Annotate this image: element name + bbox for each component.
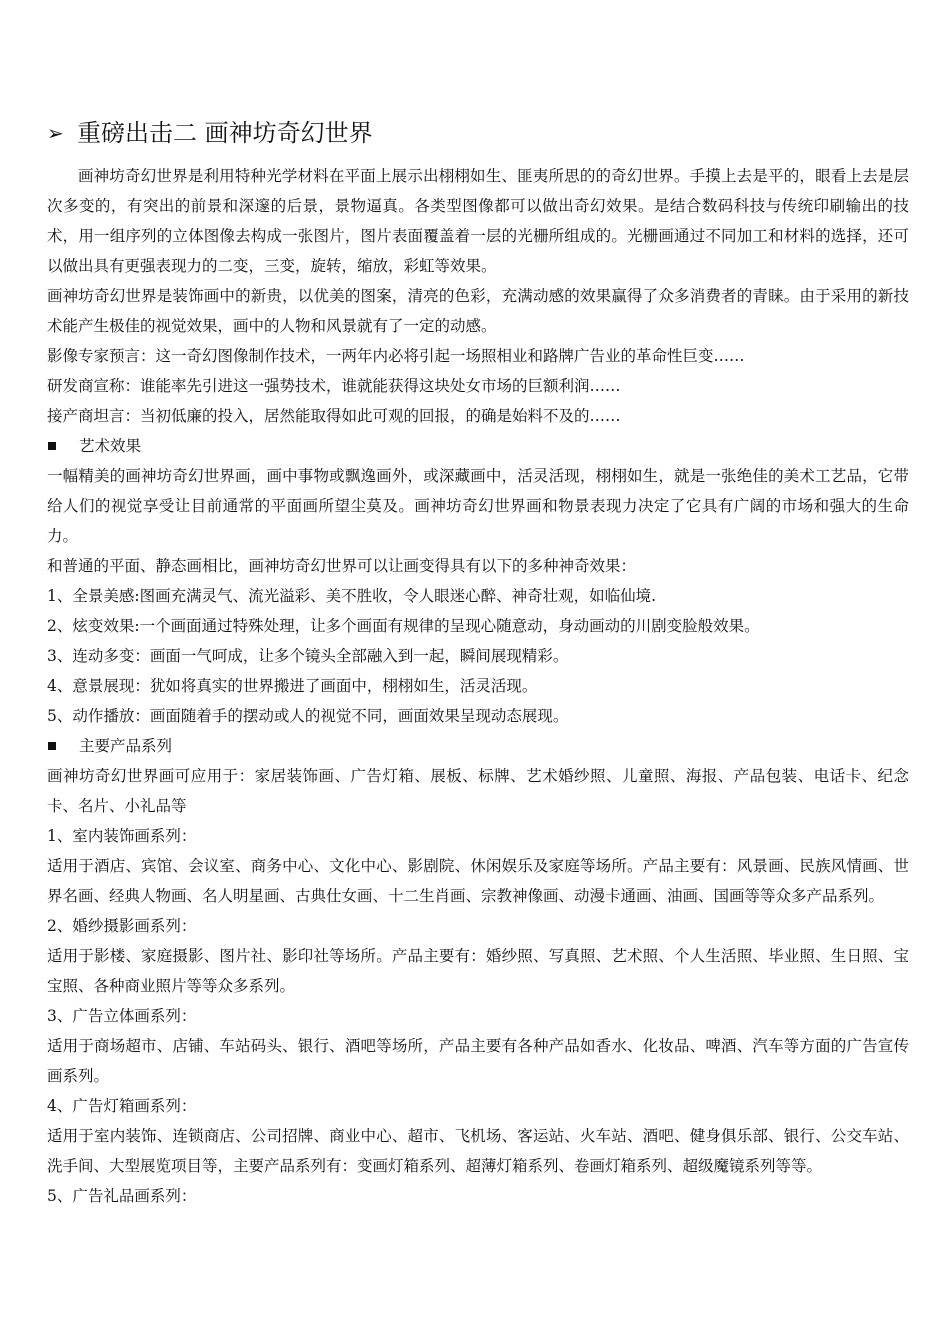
series-description: 适用于影楼、家庭摄影、图片社、影印社等场所。产品主要有：婚纱照、写真照、艺术照、个人生活照、毕业照、生日照、宝宝照、各种商业照片等等众多系列。 bbox=[47, 947, 909, 995]
square-bullet-icon bbox=[48, 742, 56, 750]
section-heading bbox=[47, 113, 909, 153]
effect-item: 4、意景展现：犹如将真实的世界搬进了画面中，栩栩如生，活灵活现。 bbox=[47, 677, 538, 695]
document-page bbox=[47, 113, 909, 1211]
effect-item: 5、动作播放：画面随着手的摆动或人的视觉不同，画面效果呈现动态展现。 bbox=[47, 707, 569, 725]
products-application: 画神坊奇幻世界画可应用于：家居装饰画、广告灯箱、展板、标牌、艺术婚纱照、儿童照、海报、产品包装、电话卡、纪念卡、名片、小礼品等 bbox=[47, 767, 909, 815]
series-title: 2、婚纱摄影画系列： bbox=[47, 917, 197, 935]
art-effects-title: 艺术效果 bbox=[79, 437, 142, 455]
effect-item: 2、炫变效果:一个画面通过特殊处理，让多个画面有规律的呈现心随意动，身动画动的川剧变脸般效果。 bbox=[47, 617, 760, 635]
intro-paragraph: 画神坊奇幻世界是利用特种光学材料在平面上展示出栩栩如生、匪夷所思的的奇幻世界。手摸上去是平的，眼看上去是层次多变的，有突出的前景和深邃的后景，景物逼真。各类型图像都可以做出奇幻效果。是结合数码科技与传统印刷输出的技术，用一组序列的立体图像去构成一张图片，图片表面覆盖着一层的光栅所组成的。光栅画通过不同加工和材料的选择，还可以做出具有更强表现力的二变，三变，旋转，缩放，彩虹等效果。 bbox=[47, 167, 909, 275]
arrow-bullet-icon: ➢ bbox=[47, 121, 64, 145]
series-title: 1、室内装饰画系列： bbox=[47, 827, 197, 845]
art-compare: 和普通的平面、静态画相比，画神坊奇幻世界可以让画变得具有以下的多种神奇效果： bbox=[47, 557, 637, 575]
series-title: 5、广告礼品画系列： bbox=[47, 1187, 197, 1205]
products-heading bbox=[47, 731, 909, 761]
expert-quote: 影像专家预言：这一奇幻图像制作技术，一两年内必将引起一场照相业和路牌广告业的革命性巨变…… bbox=[47, 347, 745, 365]
producer-quote: 接产商坦言：当初低廉的投入，居然能取得如此可观的回报，的确是始料不及的…… bbox=[47, 407, 621, 425]
products-title: 主要产品系列 bbox=[79, 737, 173, 755]
effect-item: 1、全景美感:图画充满灵气、流光溢彩、美不胜收，令人眼迷心醉、神奇壮观，如临仙境. bbox=[47, 587, 657, 605]
novelty-paragraph: 画神坊奇幻世界是装饰画中的新贵，以优美的图案，清亮的色彩，充满动感的效果赢得了众多消费者的青睐。由于采用的新技术能产生极佳的视觉效果，画中的人物和风景就有了一定的动感。 bbox=[47, 287, 909, 335]
art-effects-heading bbox=[47, 431, 909, 461]
series-description: 适用于酒店、宾馆、会议室、商务中心、文化中心、影剧院、休闲娱乐及家庭等场所。产品主要有：风景画、民族风情画、世界名画、经典人物画、名人明星画、古典仕女画、十二生肖画、宗教神像画、动漫卡通画、油画、国画等等众多产品系列。 bbox=[47, 857, 909, 905]
series-title: 3、广告立体画系列： bbox=[47, 1007, 197, 1025]
heading-title: 重磅出击二 画神坊奇幻世界 bbox=[77, 119, 373, 147]
series-title: 4、广告灯箱画系列： bbox=[47, 1097, 197, 1115]
art-description: 一幅精美的画神坊奇幻世界画，画中事物或飘逸画外，或深藏画中，活灵活现，栩栩如生，就是一张绝佳的美术工艺品，它带给人们的视觉享受让目前通常的平面画所望尘莫及。画神坊奇幻世界画和物景表现力决定了它具有广阔的市场和强大的生命力。 bbox=[47, 467, 909, 545]
developer-quote: 研发商宣称：谁能率先引进这一强势技术，谁就能获得这块处女市场的巨额利润…… bbox=[47, 377, 621, 395]
effect-item: 3、连动多变：画面一气呵成，让多个镜头全部融入到一起，瞬间展现精彩。 bbox=[47, 647, 569, 665]
square-bullet-icon bbox=[48, 442, 56, 450]
series-description: 适用于室内装饰、连锁商店、公司招牌、商业中心、超市、飞机场、客运站、火车站、酒吧、健身俱乐部、银行、公交车站、洗手间、大型展览项目等，主要产品系列有：变画灯箱系列、超薄灯箱系列、卷画灯箱系列、超级魔镜系列等等。 bbox=[47, 1127, 909, 1175]
series-description: 适用于商场超市、店铺、车站码头、银行、酒吧等场所，产品主要有各种产品如香水、化妆品、啤酒、汽车等方面的广告宣传画系列。 bbox=[47, 1037, 909, 1085]
